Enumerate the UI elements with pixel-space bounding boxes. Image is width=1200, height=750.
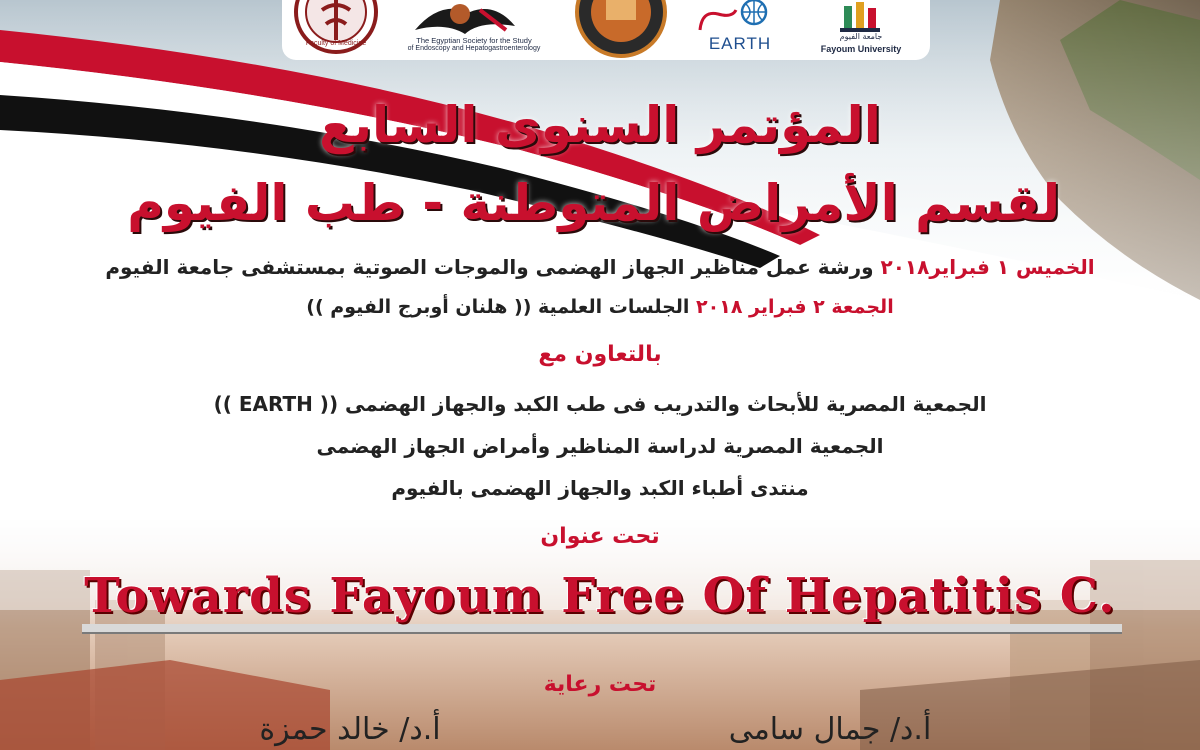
schedule-day-2: [200, 296, 1000, 318]
conference-headline: Towards Fayoum Free Of Hepatitis C.: [84, 568, 1116, 624]
endoscopy-society-emblem-icon: [410, 0, 520, 36]
patron-1-name: أ.د/ جمال سامى: [728, 712, 932, 747]
partner-fayoum-forum: منتدى أطباء الكبد والجهاز الهضمى بالفيوم: [391, 476, 809, 500]
conference-title-line-2: لقسم الأمراض المتوطنة - طب الفيوم: [127, 174, 1060, 232]
faculty-logo-caption: Faculty of Medicine: [305, 40, 367, 47]
schedule-day-1-text: ورشة عمل مناظير الجهاز الهضمى والموجات الصوتية بمستشفى جامعة الفيوم: [105, 255, 881, 279]
logo-bar: [282, 0, 930, 60]
fayoum-university-logo-icon: [830, 0, 890, 34]
schedule-day-2-date: الجمعة ٢ فبراير ٢٠١٨: [696, 296, 894, 318]
fayoum-university-caption-en: Fayoum University: [820, 44, 902, 54]
headline-underline: [82, 624, 1122, 634]
partner-earth: الجمعية المصرية للأبحاث والتدريب فى طب الكبد والجهاز الهضمى (( EARTH )): [213, 392, 987, 416]
endoscopy-logo-caption-2: of Endoscopy and Hepatogastroenterology: [407, 45, 541, 52]
schedule-day-1: [80, 255, 1120, 279]
earth-logo-caption: EARTH: [708, 34, 772, 53]
partner-endoscopy-society: الجمعية المصرية لدراسة المناظير وأمراض الجهاز الهضمى: [316, 434, 884, 458]
patronage-heading: تحت رعاية: [543, 672, 657, 697]
cooperation-heading: بالتعاون مع: [538, 342, 662, 367]
theme-heading: تحت عنوان: [540, 524, 660, 549]
endoscopy-logo-caption-1: The Egyptian Society for the Study: [416, 36, 532, 45]
faculty-of-medicine-seal-icon: [292, 0, 380, 60]
patron-2-name: أ.د/ خالد حمزة: [259, 712, 441, 747]
schedule-day-1-date: الخميس ١ فبراير٢٠١٨: [880, 255, 1095, 279]
fayoum-hepato-forum-seal-icon: [566, 0, 676, 60]
conference-title-line-1: المؤتمر السنوى السابع: [319, 96, 881, 154]
schedule-day-2-text: الجلسات العلمية (( هلنان أوبرج الفيوم )): [306, 296, 697, 318]
fayoum-university-caption-ar: جامعة الفيوم: [839, 32, 883, 41]
